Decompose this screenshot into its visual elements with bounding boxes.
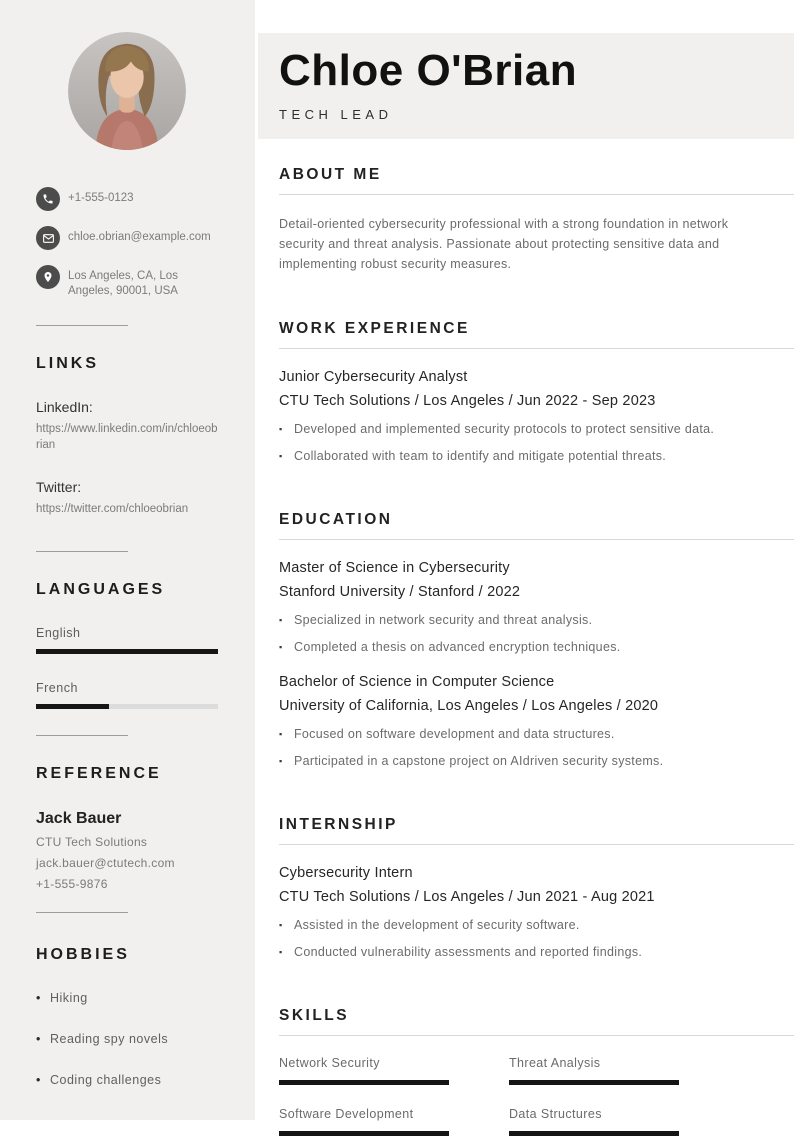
skill-bar: [509, 1080, 679, 1085]
links-heading: LINKS: [36, 355, 99, 373]
phone-value: +1-555-0123: [68, 192, 134, 204]
sidebar-divider: [36, 325, 128, 326]
entry-role: Junior Cybersecurity Analyst: [279, 369, 468, 386]
entry-role: Cybersecurity Intern: [279, 865, 413, 882]
entry-bullets: [279, 726, 794, 770]
skill-item: [509, 1056, 679, 1085]
link-url-linkedin[interactable]: https://www.linkedin.com/in/chloeobrian: [36, 423, 218, 451]
entry-role: Bachelor of Science in Computer Science: [279, 674, 555, 691]
skills-grid: [279, 1056, 794, 1136]
skills-heading: SKILLS: [279, 1007, 350, 1025]
profile-photo: [68, 32, 186, 150]
skill-label: Network Security: [279, 1056, 380, 1071]
main-column: [255, 0, 794, 1120]
education-section: [279, 511, 794, 770]
phone-icon: [36, 187, 60, 211]
profile-photo-illustration: [68, 32, 186, 150]
skill-label: Data Structures: [509, 1107, 602, 1122]
skill-label: Threat Analysis: [509, 1056, 601, 1071]
languages-section: [36, 581, 218, 709]
about-section: [279, 166, 794, 274]
entry-role: Master of Science in Cybersecurity: [279, 560, 510, 577]
job-title: TECH LEAD: [279, 107, 393, 123]
location-value: Los Angeles, CA, Los Angeles, 90001, USA: [68, 270, 178, 298]
skill-bar: [509, 1131, 679, 1136]
entry-bullets: [279, 421, 794, 465]
contact-email-row: [36, 226, 218, 250]
education-entry: [279, 560, 794, 656]
bullet-item: ▪ Participated in a capstone project on AIdriven security systems.: [279, 753, 794, 771]
languages-heading: LANGUAGES: [36, 580, 166, 598]
link-label-linkedin: LinkedIn:: [36, 399, 93, 416]
bullet-item: ▪ Conducted vulnerability assessments and reported findings.: [279, 944, 794, 962]
contact-location-row: [36, 265, 218, 299]
entry-meta: Stanford University / Stanford / 2022: [279, 584, 521, 601]
link-label-twitter: Twitter:: [36, 479, 82, 496]
bullet-item: ▪ Assisted in the development of security software.: [279, 917, 794, 935]
entry-meta: University of California, Los Angeles / Los Angeles / 2020: [279, 698, 659, 715]
contact-phone-row: [36, 187, 218, 211]
links-section: [36, 355, 218, 518]
section-rule: [279, 1035, 794, 1036]
page-title: Chloe O'Brian: [279, 46, 578, 95]
language-name: English: [36, 625, 81, 640]
link-url-twitter[interactable]: https://twitter.com/chloeobrian: [36, 503, 189, 516]
work-experience-section: [279, 320, 794, 465]
work-heading: WORK EXPERIENCE: [279, 320, 470, 338]
reference-heading: REFERENCE: [36, 764, 162, 782]
hobby-item: • Reading spy novels: [36, 1032, 218, 1046]
about-heading: ABOUT ME: [279, 166, 382, 184]
skill-item: [279, 1056, 449, 1085]
reference-company: CTU Tech Solutions: [36, 834, 148, 849]
bullet-item: ▪ Completed a thesis on advanced encryption techniques.: [279, 639, 794, 657]
reference-name: Jack Bauer: [36, 809, 122, 827]
skill-bar: [279, 1080, 449, 1085]
entry-meta: CTU Tech Solutions / Los Angeles / Jun 2022 - Sep 2023: [279, 393, 656, 410]
bullet-item: ▪ Developed and implemented security protocols to protect sensitive data.: [279, 421, 794, 439]
sidebar: [0, 0, 255, 1120]
sidebar-divider: [36, 551, 128, 552]
pin-icon: [36, 265, 60, 289]
internship-heading: INTERNSHIP: [279, 816, 398, 834]
email-value[interactable]: chloe.obrian@example.com: [68, 231, 211, 243]
language-bar-fill: [36, 649, 218, 654]
header-band: [258, 33, 794, 139]
language-bar-french: [36, 704, 218, 709]
education-entry: [279, 674, 794, 770]
entry-bullets: [279, 612, 794, 656]
language-bar-fill: [36, 704, 109, 709]
language-name: French: [36, 680, 78, 695]
education-heading: EDUCATION: [279, 511, 393, 529]
reference-section: [36, 765, 218, 891]
skill-label: Software Development: [279, 1107, 414, 1122]
language-bar-english: [36, 649, 218, 654]
skill-item: [509, 1107, 679, 1136]
section-rule: [279, 844, 794, 845]
section-rule: [279, 539, 794, 540]
skill-item: [279, 1107, 449, 1136]
hobbies-heading: HOBBIES: [36, 945, 130, 963]
section-rule: [279, 194, 794, 195]
sidebar-divider: [36, 912, 128, 913]
sidebar-divider: [36, 735, 128, 736]
internship-entry: [279, 865, 794, 961]
work-entry: [279, 369, 794, 465]
main-content: [255, 166, 794, 1136]
skills-section: [279, 1007, 794, 1136]
skill-bar: [279, 1131, 449, 1136]
hobby-item: • Hiking: [36, 991, 218, 1005]
entry-meta: CTU Tech Solutions / Los Angeles / Jun 2021 - Aug 2021: [279, 889, 655, 906]
reference-phone: +1-555-9876: [36, 876, 108, 891]
reference-email[interactable]: jack.bauer@ctutech.com: [36, 855, 175, 870]
bullet-item: ▪ Specialized in network security and threat analysis.: [279, 612, 794, 630]
entry-bullets: [279, 917, 794, 961]
about-text: Detail-oriented cybersecurity professional with a strong foundation in network security and threat analysis. Passionate about protecting sensitive data and implementing robust security measures.: [279, 217, 729, 271]
hobby-item: • Coding challenges: [36, 1073, 218, 1087]
bullet-item: ▪ Collaborated with team to identify and mitigate potential threats.: [279, 448, 794, 466]
envelope-icon: [36, 226, 60, 250]
internship-section: [279, 816, 794, 961]
section-rule: [279, 348, 794, 349]
contact-section: [36, 187, 218, 299]
hobbies-section: [36, 946, 218, 1087]
bullet-item: ▪ Focused on software development and data structures.: [279, 726, 794, 744]
